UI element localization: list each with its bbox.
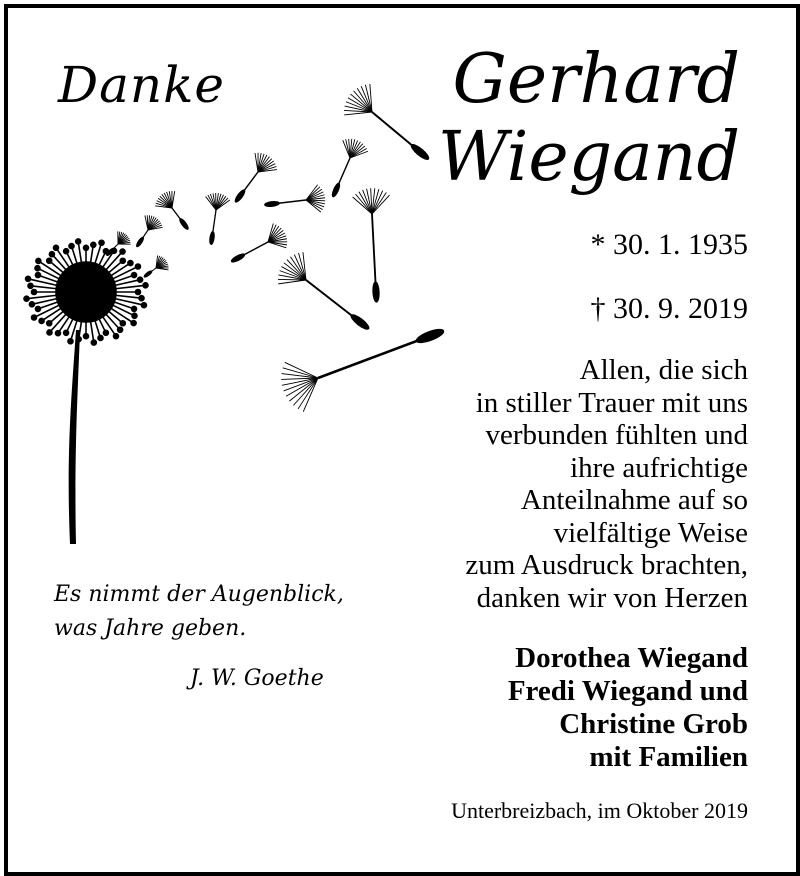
dandelion-head [24, 239, 148, 345]
seed-head-tuft [54, 245, 59, 250]
seed-head-tuft [29, 302, 34, 307]
flying-seed [264, 185, 325, 212]
seed-head-tuft [120, 258, 125, 263]
birth-date: * 30. 1. 1935 [590, 228, 748, 261]
seed-head-tuft [120, 321, 125, 326]
signer-line: Christine Grob [559, 708, 748, 740]
seed-head-tuft [28, 283, 33, 288]
seed-head-tuft [68, 339, 73, 344]
seed-head-tuft [32, 290, 37, 295]
seed-head-tuft [47, 258, 52, 263]
quote-line: was Jahre geben. [54, 616, 247, 641]
seed-head-tuft [128, 261, 133, 266]
thank-you-message [465, 354, 748, 614]
deceased-first-name: Gerhard [452, 40, 740, 119]
signer-line: Dorothea Wiegand [515, 642, 748, 674]
flying-seed [230, 224, 287, 264]
seed-head-tuft [84, 334, 89, 339]
seed-head-tuft [114, 334, 119, 339]
seed-head-tuft [120, 249, 125, 254]
thanks-heading: Danke [58, 56, 225, 114]
deceased-last-name: Wiegand [437, 118, 740, 197]
seed-head-tuft [76, 337, 81, 342]
dandelion-stem [69, 330, 80, 544]
message-line: verbunden fühlten und [485, 419, 748, 451]
seed-head-tuft [143, 283, 148, 288]
message-line: danken wir von Herzen [476, 581, 748, 614]
seed-head-tuft [56, 331, 61, 336]
flying-seed [135, 215, 162, 247]
signers-block [508, 642, 748, 774]
seed-head-tuft [49, 252, 54, 257]
flying-seed [281, 327, 445, 412]
seed-head-ray [27, 295, 61, 299]
seed-head-ray [111, 280, 140, 287]
seed-head-tuft [91, 340, 96, 345]
seed-head-tuft [131, 321, 136, 326]
seed-head-tuft [69, 244, 74, 249]
flying-seed [234, 153, 277, 204]
quote-line: Es nimmt der Augenblick, [54, 582, 344, 607]
flying-seed [106, 231, 131, 256]
message-line: Allen, die sich [579, 354, 748, 386]
flying-seed [278, 252, 371, 331]
flying-seed [143, 256, 168, 279]
seed-head-tuft [24, 296, 29, 301]
seed-head-tuft [64, 330, 69, 335]
seed-head-tuft [35, 306, 40, 311]
seed-head-tuft [132, 313, 137, 318]
seed-head-tuft [84, 245, 89, 250]
seed-head-tuft [64, 249, 69, 254]
seed-head-tuft [47, 321, 52, 326]
message-line: in stiller Trauer mit uns [475, 386, 748, 419]
seed-head-tuft [141, 303, 146, 308]
flying-seed [206, 193, 230, 245]
seed-head-tuft [139, 296, 144, 301]
seed-head-tuft [32, 315, 37, 320]
seed-head-tuft [132, 273, 137, 278]
seed-head-ray [32, 298, 61, 305]
flying-seed [331, 139, 368, 198]
quote-author: J. W. Goethe [190, 666, 324, 691]
seed-head-ray [112, 285, 146, 289]
signer-line: mit Familien [589, 741, 748, 773]
seed-head-tuft [47, 330, 52, 335]
quote-text [54, 578, 344, 646]
signer-line: Fredi Wiegand und [507, 675, 748, 707]
message-line: ihre aufrichtige [570, 451, 748, 484]
death-date: † 30. 9. 2019 [590, 292, 748, 325]
seed-head-tuft [39, 318, 44, 323]
seed-head-tuft [91, 242, 96, 247]
flying-seed [155, 191, 189, 230]
seed-head-tuft [76, 239, 81, 244]
place-and-date: Unterbreizbach, im Oktober 2019 [451, 798, 748, 823]
message-line: zum Ausdruck brachten, [465, 549, 748, 581]
seed-head-tuft [35, 273, 40, 278]
seed-head-tuft [35, 266, 40, 271]
seed-head-tuft [98, 335, 103, 340]
seed-head-tuft [36, 258, 41, 263]
seed-head-tuft [26, 276, 31, 281]
seed-head-tuft [99, 240, 104, 245]
seed-head-tuft [135, 264, 140, 269]
flying-seed [353, 188, 390, 302]
seed-head-tuft [103, 330, 108, 335]
flying-seeds [106, 84, 446, 412]
message-line: vielfältige Weise [553, 516, 748, 549]
seed-head-tuft [132, 306, 137, 311]
seed-head-tuft [138, 277, 143, 282]
seed-head-tuft [136, 290, 141, 295]
message-line: Anteilnahme auf so [520, 484, 748, 516]
seed-head-tuft [118, 327, 123, 332]
